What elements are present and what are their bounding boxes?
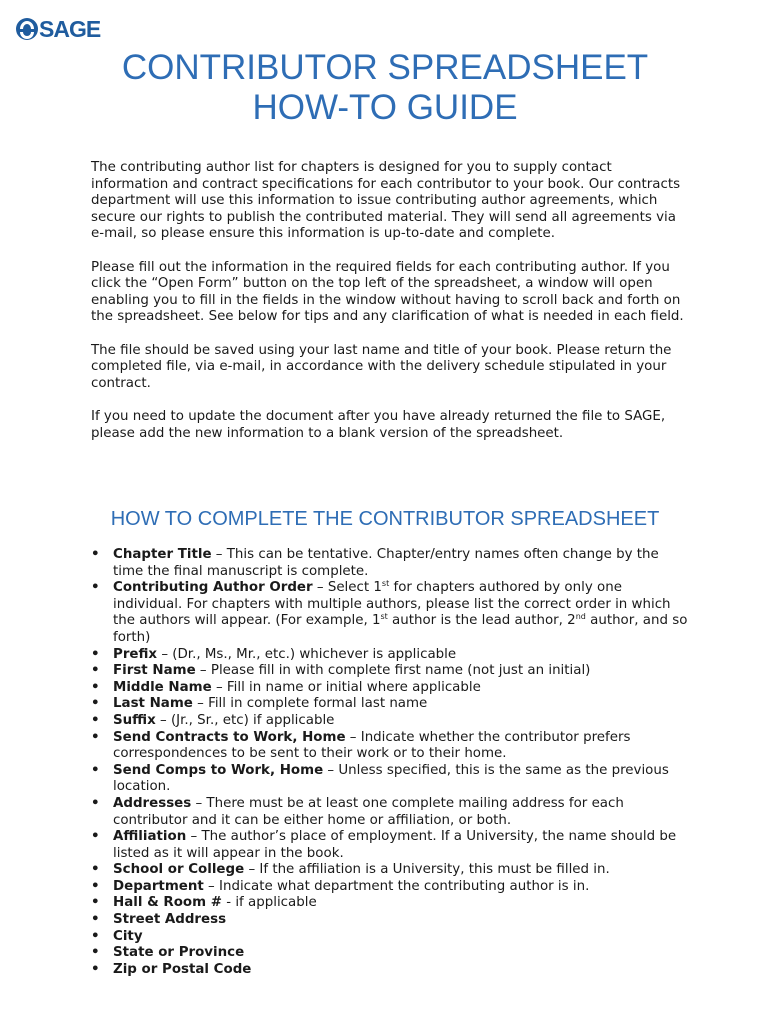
field-guide-item xyxy=(91,829,691,862)
field-term: Affiliation xyxy=(113,829,187,845)
bullet-icon: • xyxy=(91,762,100,778)
field-term: Last Name xyxy=(113,696,193,712)
field-description: – (Dr., Ms., Mr., etc.) whichever is applicable xyxy=(157,646,457,662)
bullet-icon: • xyxy=(91,928,100,944)
field-description: – Please fill in with complete first name (not just an initial) xyxy=(195,663,591,679)
field-term: Zip or Postal Code xyxy=(113,961,252,977)
bullet-icon: • xyxy=(91,829,100,845)
field-description: author, and so forth) xyxy=(113,613,688,645)
field-term: Contributing Author Order xyxy=(113,580,313,596)
bullet-icon: • xyxy=(91,696,100,712)
field-term: Street Address xyxy=(113,912,227,928)
bullet-icon: • xyxy=(91,878,100,894)
page-title-line-2: HOW-TO GUIDE xyxy=(252,88,518,127)
field-guide-item xyxy=(91,763,691,796)
field-description: – Select 1 xyxy=(312,580,382,596)
field-term: State or Province xyxy=(113,945,245,961)
field-description: – If the affiliation is a University, this must be filled in. xyxy=(244,862,610,878)
field-description: – Indicate what department the contributing author is in. xyxy=(203,878,590,894)
field-description: author is the lead author, 2 xyxy=(387,613,576,629)
field-description: – This can be tentative. Chapter/entry names often change by the time the final manuscript is complete. xyxy=(113,547,659,579)
field-guide-item xyxy=(91,680,691,697)
field-description: – Fill in name or initial where applicable xyxy=(211,679,481,695)
page-title-line-1: CONTRIBUTOR SPREADSHEET xyxy=(121,48,649,87)
sage-logo-icon xyxy=(16,18,38,40)
field-term: City xyxy=(113,928,143,944)
field-term: Send Contracts to Work, Home xyxy=(113,729,346,745)
file-saving-paragraph: The file should be saved using your last name and title of your book. Please return the completed file, via e-mail, in accordance with the delivery schedule stipulated in your contract. xyxy=(91,342,672,391)
field-description: – Fill in complete formal last name xyxy=(192,696,428,712)
field-description: - if applicable xyxy=(221,895,317,911)
update-paragraph: If you need to update the document after you have already returned the file to SAGE, please add the new information to a blank version of the spreadsheet. xyxy=(91,409,666,441)
field-guide-item xyxy=(91,895,691,912)
field-guide-item xyxy=(91,929,691,946)
field-guide-item xyxy=(91,796,691,829)
bullet-icon: • xyxy=(91,580,100,596)
field-guide-item xyxy=(91,663,691,680)
field-term: School or College xyxy=(113,862,245,878)
instructions-paragraph: Please fill out the information in the required fields for each contributing author. If you click the “Open Form” button on the top left of the spreadsheet, a window will open enabling you to fill in the fields in the window without having to scroll back and forth on the spreadsheet. See below for tips and any clarification of what is needed in each field. xyxy=(91,259,684,324)
field-guide-item xyxy=(91,879,691,896)
field-description: – (Jr., Sr., etc) if applicable xyxy=(155,712,335,728)
field-guide-item xyxy=(91,547,691,580)
field-guide-item xyxy=(91,580,691,646)
field-description: – Indicate whether the contributor prefers correspondences to be sent to their work or to their home. xyxy=(113,729,631,762)
bullet-icon: • xyxy=(91,547,100,562)
ordinal-suffix: nd xyxy=(575,612,586,622)
bullet-icon: • xyxy=(91,729,100,745)
page-title xyxy=(0,48,770,128)
field-term: Prefix xyxy=(113,646,158,662)
field-guide-item xyxy=(91,962,691,979)
sage-logo xyxy=(16,15,100,43)
field-term: Middle Name xyxy=(113,679,212,695)
field-term: Suffix xyxy=(113,712,156,728)
bullet-icon: • xyxy=(91,862,100,878)
sage-logo-text: SAGE xyxy=(39,16,101,42)
bullet-icon: • xyxy=(91,679,100,695)
field-term: Chapter Title xyxy=(113,547,212,562)
field-description: – Unless specified, this is the same as the previous location. xyxy=(113,762,669,795)
field-term: First Name xyxy=(113,663,196,679)
field-term: Hall & Room # xyxy=(113,895,222,911)
field-guide-item xyxy=(91,647,691,664)
field-guide-item xyxy=(91,862,691,879)
field-description: – The author’s place of employment. If a University, the name should be listed as it will appear in the book. xyxy=(113,829,677,861)
field-description: for chapters authored by only one individual. For chapters with multiple authors, please list the correct order in which the authors will appear. (For example, 1 xyxy=(113,580,671,629)
bullet-icon: • xyxy=(91,895,100,911)
bullet-icon: • xyxy=(91,945,100,961)
field-guide-item xyxy=(91,945,691,962)
intro-section xyxy=(91,160,691,459)
bullet-icon: • xyxy=(91,663,100,679)
intro-paragraph: The contributing author list for chapters is designed for you to supply contact information and contract specifications for each contributor to your book. Our contracts department will use this information to issue contributing author agreements, which secure our rights to publish the contributed material. They will send all agreements via e-mail, so please ensure this information is up-to-date and complete. xyxy=(91,160,681,241)
field-guide-item xyxy=(91,696,691,713)
field-guide-item xyxy=(91,912,691,929)
bullet-icon: • xyxy=(91,961,100,977)
field-description: – There must be at least one complete mailing address for each contributor and it can be either home or affiliation, or both. xyxy=(113,795,624,828)
field-guide-list xyxy=(91,547,691,978)
ordinal-suffix: st xyxy=(380,612,388,622)
bullet-icon: • xyxy=(91,712,100,728)
section-heading: HOW TO COMPLETE THE CONTRIBUTOR SPREADSHEET xyxy=(110,508,660,530)
field-guide-item xyxy=(91,730,691,763)
field-term: Addresses xyxy=(113,795,192,811)
field-guide-item xyxy=(91,713,691,730)
field-term: Send Comps to Work, Home xyxy=(113,762,324,778)
field-term: Department xyxy=(113,878,204,894)
bullet-icon: • xyxy=(91,646,100,662)
ordinal-suffix: st xyxy=(381,579,390,589)
bullet-icon: • xyxy=(91,795,100,811)
bullet-icon: • xyxy=(91,912,100,928)
